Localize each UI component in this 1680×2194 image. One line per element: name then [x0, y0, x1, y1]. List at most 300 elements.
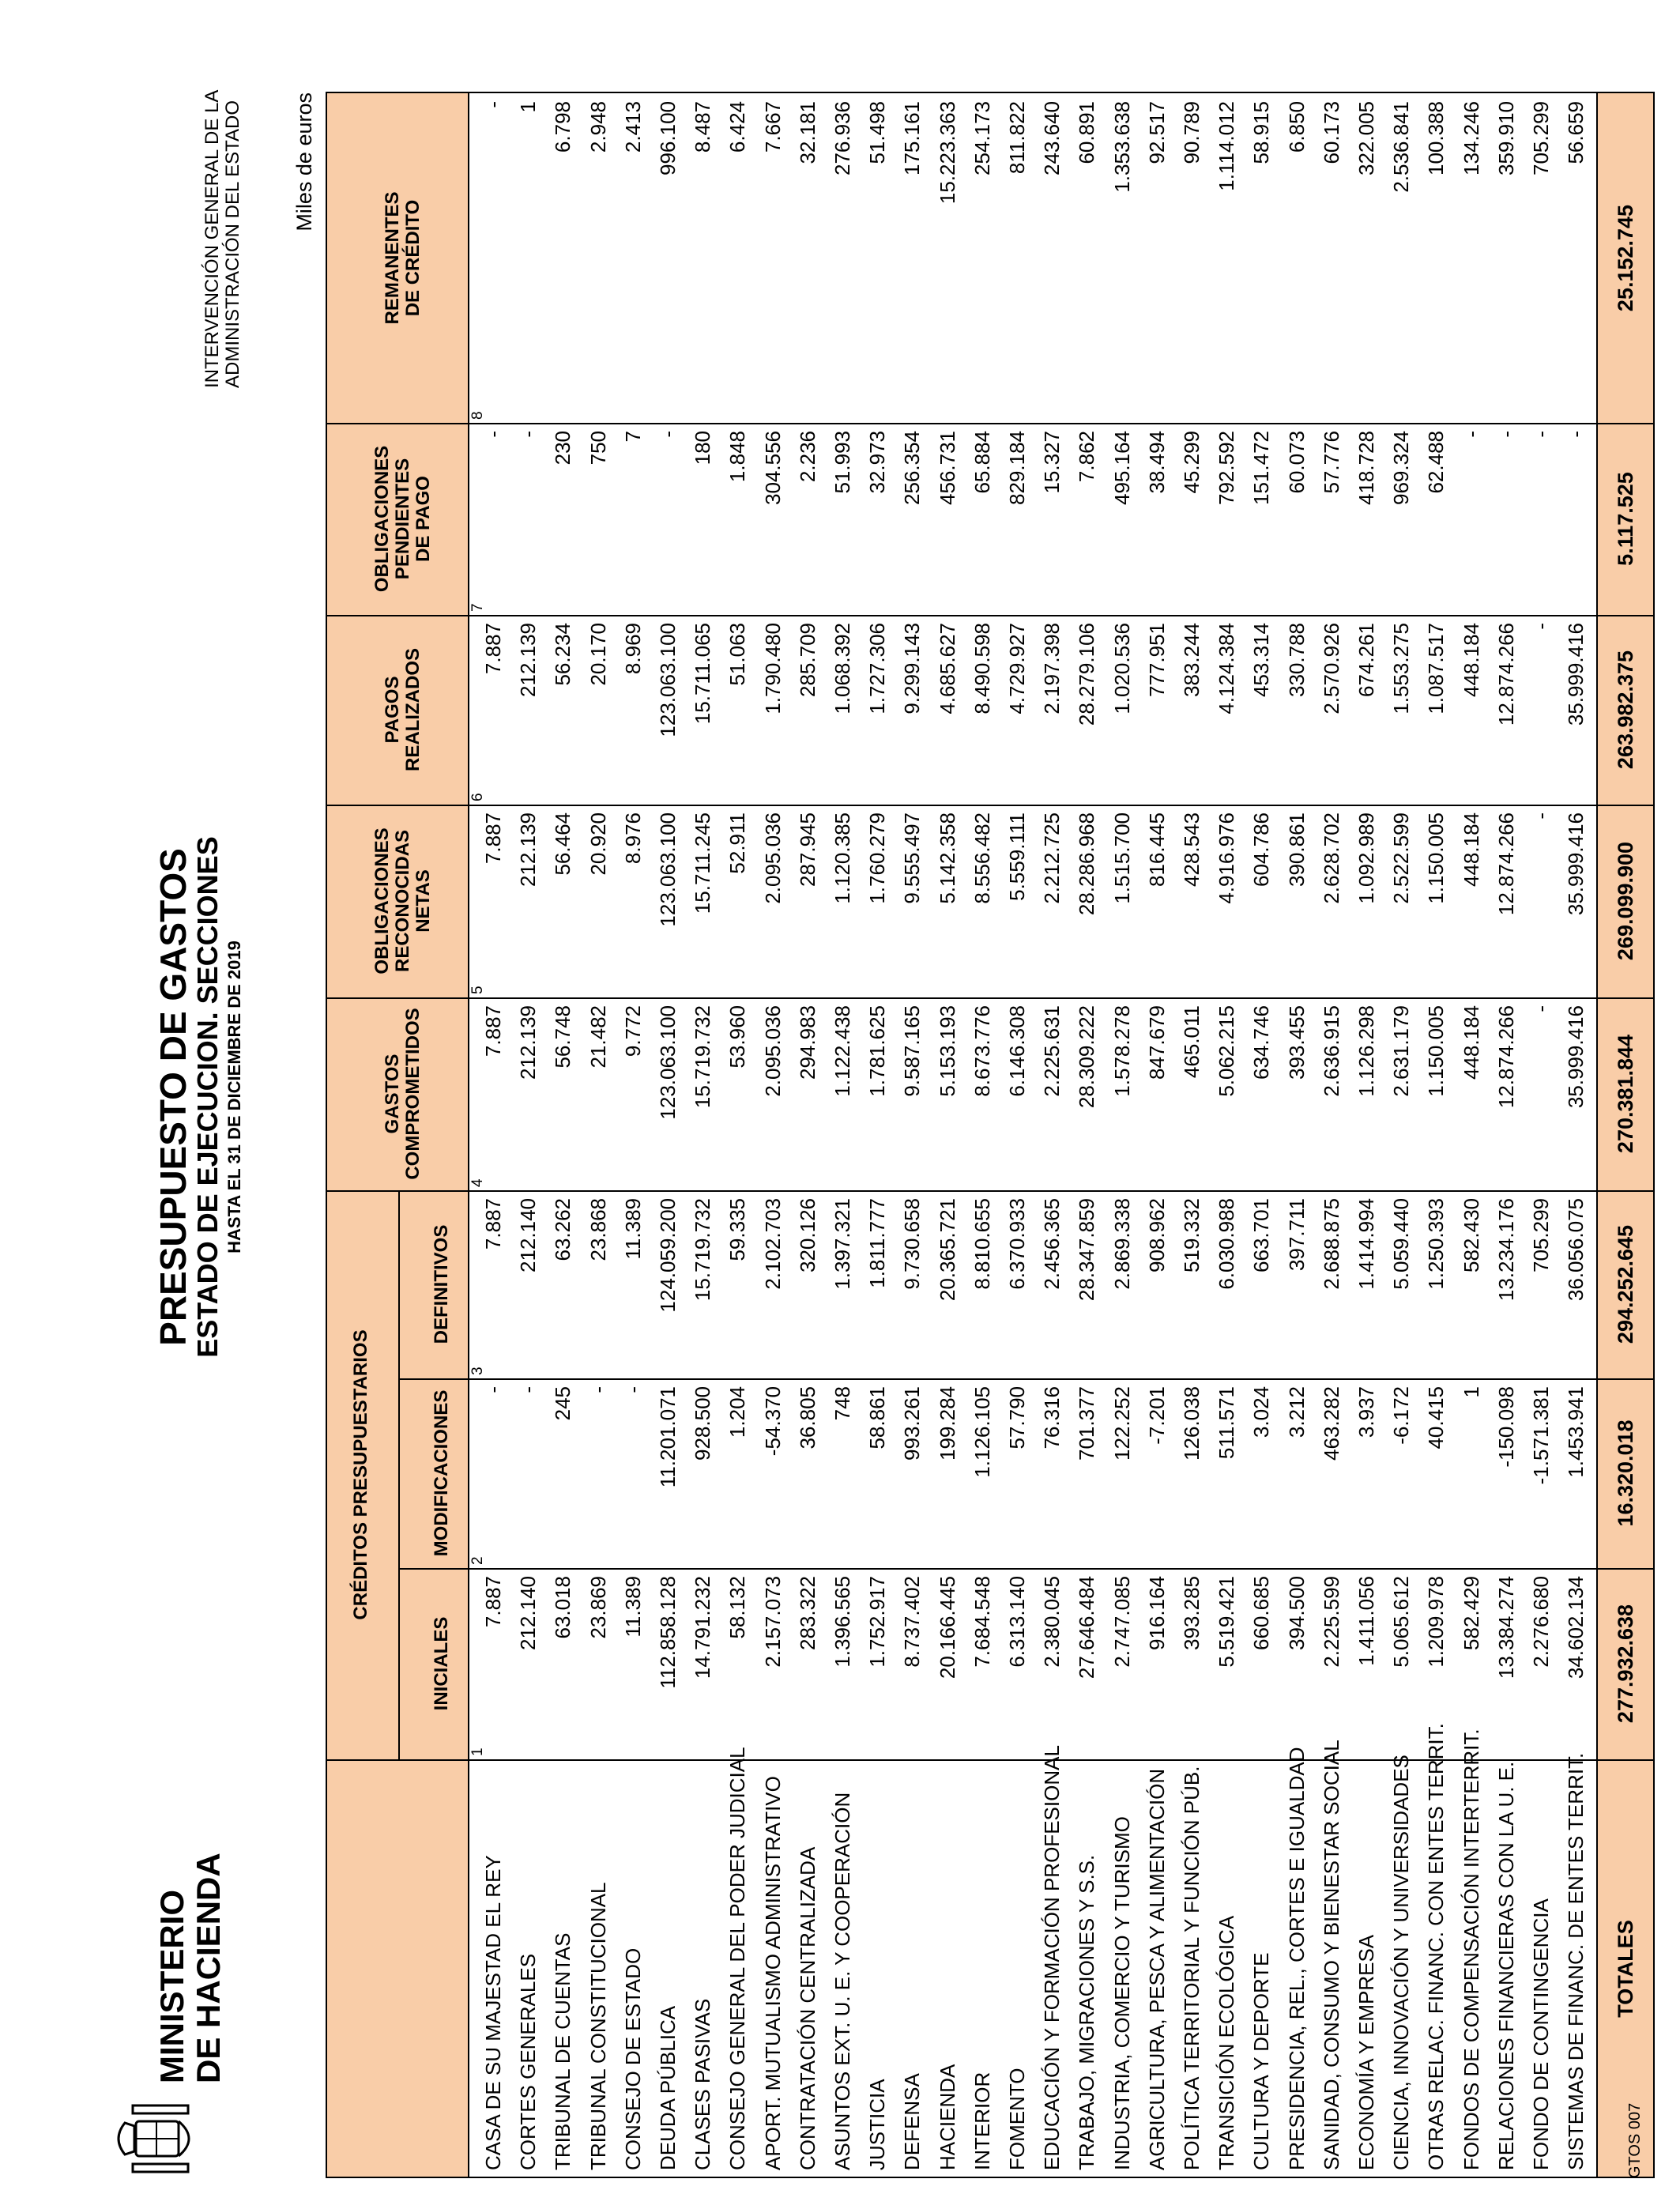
table-cell: 359.910	[1494, 101, 1518, 175]
table-cell: 390.861	[1284, 812, 1309, 887]
issuing-office: INTERVENCIÓN GENERAL DE LA ADMINISTRACIÓN DEL ESTADO	[202, 89, 243, 388]
table-cell: 1.126.105	[970, 1386, 994, 1478]
table-cell: 175.161	[900, 101, 925, 175]
table-cell: 20.170	[586, 623, 610, 686]
table-cell: 9.555.497	[900, 812, 925, 904]
row-label: APORT. MUTUALISMO ADMINISTRATIVO	[760, 1776, 785, 2170]
table-cell: 14.791.232	[691, 1576, 715, 1679]
table-cell: 256.354	[900, 431, 925, 505]
table-cell: 1.120.385	[831, 812, 854, 904]
table-cell: 816.445	[1144, 812, 1169, 887]
table-cell: 6.370.933	[1005, 1198, 1029, 1290]
table-cell: 2.628.702	[1319, 812, 1343, 904]
table-cell: -	[1529, 623, 1553, 630]
table-cell: 1.553.275	[1389, 623, 1414, 714]
table-cell: 56.464	[551, 812, 575, 876]
table-cell: 7.862	[1075, 431, 1099, 483]
table-cell: 32.181	[795, 101, 819, 164]
table-cell: 92.517	[1144, 101, 1169, 164]
table-cell: 35.999.416	[1564, 623, 1588, 726]
table-cell: -7.201	[1144, 1386, 1169, 1445]
column-divider	[327, 805, 1653, 806]
table-cell: 65.884	[970, 431, 994, 494]
table-cell: 100.388	[1424, 101, 1448, 175]
table-cell: 2.095.036	[760, 1005, 785, 1097]
table-cell: 32.973	[865, 431, 890, 494]
table-cell: 8.976	[620, 812, 645, 865]
table-cell: 15.719.732	[691, 1198, 715, 1302]
table-cell: 254.173	[970, 101, 994, 175]
table-cell: 495.164	[1109, 431, 1134, 505]
table-cell: 2.236	[795, 431, 819, 483]
table-cell: 11.201.071	[656, 1386, 680, 1488]
table-cell: 28.279.106	[1075, 623, 1099, 726]
table-cell: 397.711	[1284, 1198, 1309, 1272]
row-label: EDUCACIÓN Y FORMACIÓN PROFESIONAL	[1040, 1745, 1064, 2170]
table-cell: 287.945	[795, 812, 819, 887]
table-cell: -	[516, 431, 541, 438]
table-cell: 1.068.392	[831, 623, 854, 714]
table-cell: 134.246	[1459, 101, 1483, 175]
table-cell: 456.731	[935, 431, 959, 505]
table-cell: 180	[691, 431, 715, 466]
table-cell: 5.065.612	[1389, 1576, 1414, 1668]
table-cell: 1.150.005	[1424, 812, 1448, 904]
table-cell: 2.631.179	[1389, 1005, 1414, 1097]
table-cell: 993.261	[900, 1386, 925, 1461]
table-cell: 6.798	[551, 101, 575, 153]
table-cell: 35.999.416	[1564, 812, 1588, 916]
table-cell: 53.960	[725, 1005, 750, 1069]
table-cell: 57.790	[1005, 1386, 1029, 1449]
table-cell: 393.285	[1180, 1576, 1203, 1650]
ministry-name: MINISTERIO DE HACIENDA	[153, 1853, 227, 2083]
table-cell: 9.299.143	[900, 623, 925, 714]
table-cell: 916.164	[1144, 1576, 1169, 1650]
table-cell: 1.397.321	[831, 1198, 854, 1290]
table-cell: 448.184	[1459, 1005, 1483, 1080]
table-cell: 463.282	[1319, 1386, 1343, 1461]
table-cell: 51.498	[865, 101, 890, 164]
totals-cell: 16.320.018	[1614, 1419, 1637, 1527]
table-cell: 6.313.140	[1005, 1576, 1029, 1668]
table-cell: 304.556	[760, 431, 785, 505]
table-cell: 582.430	[1459, 1198, 1483, 1272]
table-cell: 394.500	[1284, 1576, 1309, 1650]
report-title: PRESUPUESTO DE GASTOS	[153, 848, 194, 1346]
table-cell: 4.685.627	[935, 623, 959, 714]
table-cell: 1.114.012	[1215, 101, 1239, 191]
table-cell: -	[586, 1386, 610, 1393]
table-cell: -	[656, 431, 680, 438]
table-cell: -	[1494, 431, 1518, 438]
table-cell: 701.377	[1075, 1386, 1099, 1461]
table-cell: 36.056.075	[1564, 1198, 1588, 1302]
row-label: ASUNTOS EXT. U. E. Y COOPERACIÓN	[831, 1792, 854, 2170]
table-cell: 7.887	[481, 1198, 505, 1250]
row-label: TRIBUNAL CONSTITUCIONAL	[586, 1882, 610, 2170]
table-cell: 11.389	[620, 1198, 645, 1260]
table-cell: 243.640	[1040, 101, 1064, 175]
report-subtitle: ESTADO DE EJECUCION. SECCIONES	[191, 836, 224, 1358]
table-cell: 283.322	[795, 1576, 819, 1650]
table-cell: 5.519.421	[1215, 1576, 1239, 1668]
table-cell: 23.868	[586, 1198, 610, 1261]
row-label: OTRAS RELAC. FINANC. CON ENTES TERRIT.	[1424, 1723, 1448, 2170]
table-cell: 212.140	[516, 1198, 541, 1272]
row-label: HACIENDA	[935, 2064, 959, 2170]
footer-code: GTOS 007	[1626, 2102, 1644, 2178]
table-cell: 212.139	[516, 1005, 541, 1080]
column-divider	[327, 1759, 1653, 1761]
column-divider	[398, 1378, 1653, 1380]
column-divider	[327, 615, 1653, 616]
table-cell: 58.915	[1249, 101, 1274, 164]
table-cell: 20.920	[586, 812, 610, 876]
table-cell: 8.810.655	[970, 1198, 994, 1290]
table-cell: 4.124.384	[1215, 623, 1239, 714]
table-cell: 908.962	[1144, 1198, 1169, 1272]
table-cell: 151.472	[1249, 431, 1274, 505]
table-cell: -150.098	[1494, 1386, 1518, 1468]
table-cell: 1.020.536	[1109, 623, 1134, 714]
table-cell: 6.146.308	[1005, 1005, 1029, 1097]
column-divider	[327, 997, 1653, 999]
table-cell: 1.204	[725, 1386, 750, 1438]
table-cell: -	[1529, 812, 1553, 820]
table-cell: 1.790.480	[760, 623, 785, 714]
table-cell: 12.874.266	[1494, 1005, 1518, 1109]
table-cell: 7.887	[481, 812, 505, 865]
table-cell: 2.380.045	[1040, 1576, 1064, 1668]
table-cell: 1.250.393	[1424, 1198, 1448, 1290]
table-cell: 2.570.926	[1319, 623, 1343, 714]
table-cell: 705.299	[1529, 1198, 1553, 1272]
table-cell: 1.811.777	[865, 1198, 890, 1288]
table-cell: 8.737.402	[900, 1576, 925, 1668]
table-cell: 8.490.598	[970, 623, 994, 714]
table-cell: 705.299	[1529, 101, 1553, 175]
table-cell: -	[620, 1386, 645, 1393]
table-cell: 1.150.005	[1424, 1005, 1448, 1097]
table-cell: 38.494	[1144, 431, 1169, 494]
table-cell: 1.126.298	[1354, 1005, 1378, 1097]
row-label: CASA DE SU MAJESTAD EL REY	[481, 1855, 505, 2170]
table-cell: 15.711.245	[691, 812, 715, 914]
table-cell: 996.100	[656, 101, 680, 175]
table-cell: 28.286.968	[1075, 812, 1099, 916]
column-divider	[327, 423, 1653, 424]
row-label: FONDOS DE COMPENSACIÓN INTERTERRIT.	[1459, 1728, 1483, 2170]
table-cell: 6.030.988	[1215, 1198, 1239, 1290]
column-number: 1	[469, 1747, 486, 1756]
table-cell: 123.063.100	[656, 812, 680, 927]
column-number: 2	[469, 1556, 486, 1565]
table-cell: 13.234.176	[1494, 1198, 1518, 1302]
table-cell: 45.299	[1180, 431, 1203, 494]
table-cell: 1.209.978	[1424, 1576, 1448, 1668]
table-cell: 4.729.927	[1005, 623, 1029, 714]
table-cell: 2.413	[620, 101, 645, 153]
row-label: INDUSTRIA, COMERCIO Y TURISMO	[1109, 1816, 1134, 2170]
table-cell: 285.709	[795, 623, 819, 697]
table-cell: -	[1459, 431, 1483, 438]
table-cell: 212.139	[516, 812, 541, 887]
table-cell: 604.786	[1249, 812, 1274, 887]
header-gastos: GASTOS COMPROMETIDOS	[382, 1008, 424, 1180]
table-cell: 3.937	[1354, 1386, 1378, 1438]
table-cell: 847.679	[1144, 1005, 1169, 1080]
table-cell: 276.936	[831, 101, 854, 175]
table-cell: 1.414.994	[1354, 1198, 1378, 1290]
row-label: FOMENTO	[1005, 2068, 1029, 2170]
table-cell: 2.197.398	[1040, 623, 1064, 714]
header-remanentes: REMANENTES DE CRÉDITO	[382, 191, 424, 325]
row-label: CONSEJO DE ESTADO	[620, 1947, 645, 2170]
table-cell: 418.728	[1354, 431, 1378, 505]
header-definitivos: DEFINITIVOS	[431, 1224, 452, 1344]
row-label: TRABAJO, MIGRACIONES Y S.S.	[1075, 1854, 1099, 2170]
table-cell: 2.212.725	[1040, 812, 1064, 904]
table-cell: -54.370	[760, 1386, 785, 1457]
row-label: DEFENSA	[900, 2073, 925, 2170]
table-cell: 750	[586, 431, 610, 466]
row-label: CULTURA Y DEPORTE	[1249, 1952, 1274, 2170]
table-cell: 969.324	[1389, 431, 1414, 505]
table-cell: 1.760.279	[865, 812, 890, 904]
header-obligaciones: OBLIGACIONES RECONOCIDAS NETAS	[371, 827, 434, 974]
table-cell: 90.789	[1180, 101, 1203, 164]
table-cell: 122.252	[1109, 1386, 1134, 1461]
table-cell: 13.384.274	[1494, 1576, 1518, 1679]
table-cell: -	[481, 1386, 505, 1393]
table-cell: 829.184	[1005, 431, 1029, 505]
table-cell: 7.887	[481, 1005, 505, 1057]
row-label: TRIBUNAL DE CUENTAS	[551, 1932, 575, 2170]
header-iniciales: INICIALES	[431, 1616, 452, 1711]
table-cell: 56.659	[1564, 101, 1588, 164]
table-cell: 5.062.215	[1215, 1005, 1239, 1097]
table-cell: 126.038	[1180, 1386, 1203, 1461]
table-cell: 3.024	[1249, 1386, 1274, 1438]
table-cell: 1.515.700	[1109, 812, 1134, 904]
row-label: INTERIOR	[970, 2071, 994, 2170]
row-label: DEUDA PÚBLICA	[656, 2005, 680, 2170]
table-cell: -	[481, 431, 505, 438]
table-cell: 7.887	[481, 1576, 505, 1628]
table-cell: 465.011	[1180, 1005, 1203, 1079]
table-cell: 2.102.703	[760, 1198, 785, 1290]
table-cell: 1.453.941	[1564, 1386, 1588, 1478]
table-cell: 57.776	[1319, 431, 1343, 494]
totals-label: TOTALES	[1614, 1920, 1637, 2018]
table-cell: 58.132	[725, 1576, 750, 1639]
table-cell: 28.347.859	[1075, 1198, 1099, 1302]
row-label: POLÍTICA TERRITORIAL Y FUNCIÓN PÚB.	[1180, 1766, 1203, 2170]
table-cell: 5.153.193	[935, 1005, 959, 1097]
table-cell: 2.225.599	[1319, 1576, 1343, 1668]
totals-cell: 277.932.638	[1614, 1604, 1637, 1724]
table-cell: 123.063.100	[656, 1005, 680, 1120]
table-cell: 1	[516, 101, 541, 113]
table-cell: 320.126	[795, 1198, 819, 1272]
table-cell: 330.788	[1284, 623, 1309, 697]
table-cell: 1.727.306	[865, 623, 890, 714]
table-cell: 15.711.065	[691, 623, 715, 725]
table-cell: 7	[620, 431, 645, 443]
table-cell: 7.887	[481, 623, 505, 675]
table-cell: 230	[551, 431, 575, 466]
table-cell: -6.172	[1389, 1386, 1414, 1445]
table-cell: 2.157.073	[760, 1576, 785, 1668]
table-cell: 212.140	[516, 1576, 541, 1650]
table-cell: 2.636.915	[1319, 1005, 1343, 1097]
table-cell: -	[481, 101, 505, 108]
table-cell: 383.244	[1180, 623, 1203, 697]
table-cell: 1.752.917	[865, 1576, 890, 1668]
totals-cell: 269.099.900	[1614, 841, 1637, 961]
table-cell: 15.719.732	[691, 1005, 715, 1109]
table-cell: 52.911	[725, 812, 750, 874]
column-number: 6	[469, 793, 486, 801]
table-cell: 811.822	[1005, 101, 1029, 175]
table-cell: 51.063	[725, 623, 750, 686]
table-cell: 15.327	[1040, 431, 1064, 494]
table-cell: 56.234	[551, 623, 575, 686]
table-cell: 663.701	[1249, 1198, 1274, 1272]
column-number: 3	[469, 1367, 486, 1375]
row-label: CORTES GENERALES	[516, 1953, 541, 2170]
column-divider	[398, 1568, 1653, 1570]
table-cell: 6.424	[725, 101, 750, 153]
table-cell: 2.522.599	[1389, 812, 1414, 904]
table-cell: 9.772	[620, 1005, 645, 1057]
table-cell: 660.685	[1249, 1576, 1274, 1650]
table-cell: 1.122.438	[831, 1005, 854, 1097]
table-cell: 2.456.365	[1040, 1198, 1064, 1290]
totals-cell: 263.982.375	[1614, 650, 1637, 770]
table-cell: 212.139	[516, 623, 541, 697]
table-cell: 511.571	[1215, 1386, 1239, 1460]
table-cell: 60.173	[1319, 101, 1343, 164]
table-cell: 20.365.721	[935, 1198, 959, 1302]
table-cell: 428.543	[1180, 812, 1203, 887]
table-cell: 2.225.631	[1040, 1005, 1064, 1097]
table-cell: 1.396.565	[831, 1576, 854, 1668]
table-cell: 1.578.278	[1109, 1005, 1134, 1097]
table-cell: 9.730.658	[900, 1198, 925, 1290]
table-cell: 634.746	[1249, 1005, 1274, 1080]
table-cell: 748	[831, 1386, 854, 1421]
table-cell: 27.646.484	[1075, 1576, 1099, 1679]
table-cell: 2.276.680	[1529, 1576, 1553, 1668]
table-cell: 7.684.548	[970, 1576, 994, 1668]
header-modificaciones: MODIFICACIONES	[431, 1389, 452, 1557]
table-cell: 40.415	[1424, 1386, 1448, 1449]
table-cell: 928.500	[691, 1386, 715, 1461]
row-label: CONTRATACIÓN CENTRALIZADA	[795, 1846, 819, 2170]
table-cell: 15.223.363	[935, 101, 959, 205]
table-cell: 792.592	[1215, 431, 1239, 505]
table-cell: 1.087.517	[1424, 623, 1448, 714]
table-cell: 59.335	[725, 1198, 750, 1261]
table-cell: -1.571.381	[1529, 1386, 1553, 1485]
header-creditos: CRÉDITOS PRESUPUESTARIOS	[350, 1329, 371, 1620]
row-label: FONDO DE CONTINGENCIA	[1529, 1898, 1553, 2170]
table-cell: 8.969	[620, 623, 645, 675]
column-number: 4	[469, 1178, 486, 1187]
table-cell: 23.869	[586, 1576, 610, 1639]
table-cell: 5.559.111	[1005, 812, 1029, 901]
table-cell: 2.095.036	[760, 812, 785, 904]
table-cell: 51.993	[831, 431, 854, 494]
table-cell: 8.556.482	[970, 812, 994, 904]
column-number: 5	[469, 986, 486, 994]
table-cell: 393.455	[1284, 1005, 1309, 1080]
table-cell: 60.891	[1075, 101, 1099, 164]
table-cell: 2.688.875	[1319, 1198, 1343, 1290]
table-cell: 245	[551, 1386, 575, 1421]
row-label: CONSEJO GENERAL DEL PODER JUDICIAL	[725, 1747, 750, 2170]
table-cell: 2.747.085	[1109, 1576, 1134, 1668]
table-cell: 62.488	[1424, 431, 1448, 494]
table-cell: 519.332	[1180, 1198, 1203, 1272]
table-cell: 453.314	[1249, 623, 1274, 697]
row-label: ECONOMÍA Y EMPRESA	[1354, 1934, 1378, 2170]
table-cell: 7.667	[760, 101, 785, 153]
totals-divider	[1596, 93, 1598, 2177]
row-label: RELACIONES FINANCIERAS CON LA U. E.	[1494, 1761, 1518, 2170]
table-cell: 112.858.128	[656, 1576, 680, 1689]
table-cell: 5.142.358	[935, 812, 959, 904]
table-cell: 35.999.416	[1564, 1005, 1588, 1109]
totals-cell: 270.381.844	[1614, 1034, 1637, 1154]
header-pagos: PAGOS REALIZADOS	[382, 648, 424, 771]
totals-cell: 294.252.645	[1614, 1224, 1637, 1344]
column-number: 7	[469, 603, 486, 612]
table-cell: 9.587.165	[900, 1005, 925, 1097]
header-divider	[398, 1192, 400, 1759]
table-cell: 322.005	[1354, 101, 1378, 175]
column-number: 8	[469, 411, 486, 420]
table-cell: 294.983	[795, 1005, 819, 1080]
row-label: CIENCIA, INNOVACIÓN Y UNIVERSIDADES	[1389, 1755, 1414, 2170]
row-label: CLASES PASIVAS	[691, 1998, 715, 2170]
row-label: TRANSICIÓN ECOLÓGICA	[1215, 1915, 1239, 2170]
table-cell: 448.184	[1459, 623, 1483, 697]
table-cell: 1.353.638	[1109, 101, 1134, 193]
table-cell: 1.092.989	[1354, 812, 1378, 904]
table-cell: 60.073	[1284, 431, 1309, 494]
table-cell: 12.874.266	[1494, 812, 1518, 916]
table-cell: 2.536.841	[1389, 101, 1414, 193]
header-divider	[468, 93, 469, 2177]
table-cell: 4.916.976	[1215, 812, 1239, 904]
table-cell: 448.184	[1459, 812, 1483, 887]
table-cell: 76.316	[1040, 1386, 1064, 1449]
table-cell: 11.389	[620, 1576, 645, 1638]
table-cell: 36.805	[795, 1386, 819, 1449]
table-cell: -	[1529, 1005, 1553, 1012]
table-cell: 8.487	[691, 101, 715, 153]
table-cell: 12.874.266	[1494, 623, 1518, 726]
table-cell: 2.948	[586, 101, 610, 153]
table-cell: 8.673.776	[970, 1005, 994, 1097]
table-cell: 1.848	[725, 431, 750, 483]
column-divider	[327, 1190, 1653, 1192]
table-cell: 5.059.440	[1389, 1198, 1414, 1290]
table-cell: 123.063.100	[656, 623, 680, 737]
